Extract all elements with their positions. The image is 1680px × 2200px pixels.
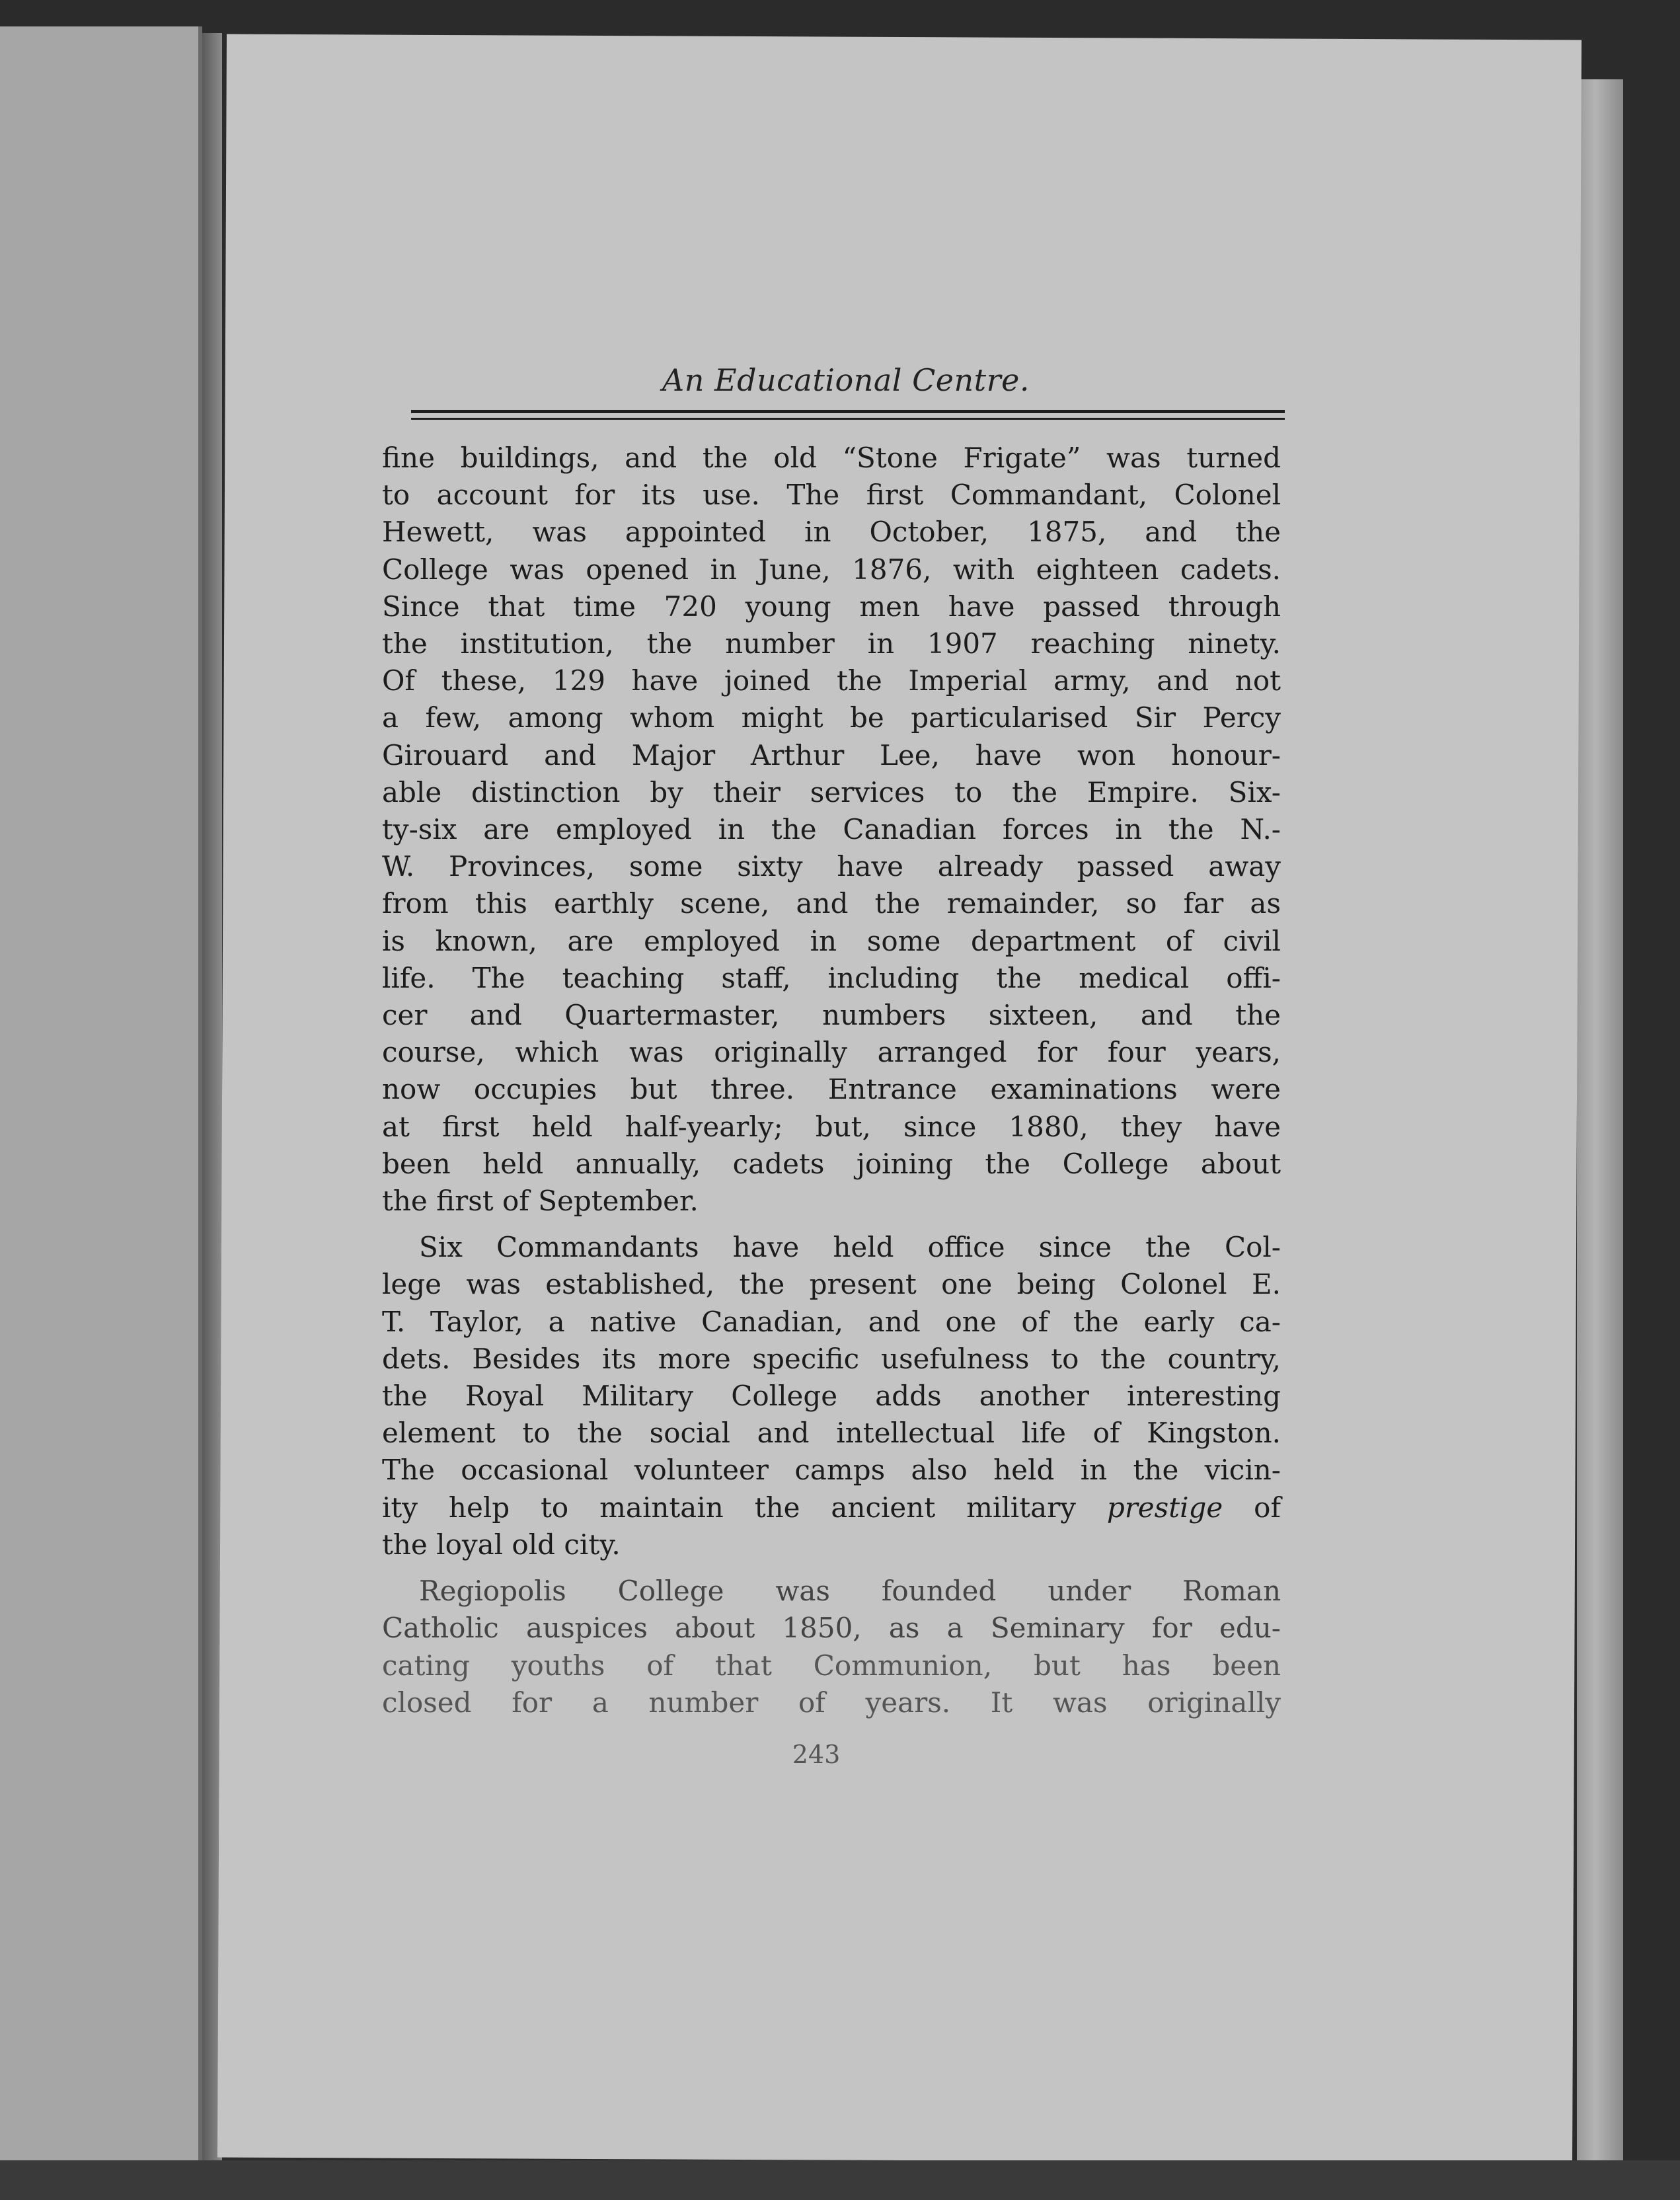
text-line: able distinction by their services to the Empire. Six- — [382, 775, 1281, 808]
text-line: Hewett, was appointed in October, 1875, and the — [382, 516, 1281, 549]
text-line: The occasional volunteer camps also held in the vicin- — [382, 1454, 1281, 1487]
text-line: element to the social and intellectual life of Kingston. — [382, 1417, 1281, 1450]
text-line — [382, 1489, 1281, 1526]
text-line: Catholic auspices about 1850, as a Seminary for edu- — [382, 1612, 1281, 1645]
text-line: College was opened in June, 1876, with eighteen cadets. — [382, 553, 1281, 586]
text-line: course, which was originally arranged for four years, — [382, 1036, 1281, 1069]
text-line: the loyal old city. — [382, 1528, 621, 1561]
text-line: T. Taylor, a native Canadian, and one of the early ca- — [382, 1305, 1281, 1338]
text-line: a few, among whom might be particularised Sir Percy — [382, 701, 1281, 734]
text-line: Regiopolis College was founded under Roman — [419, 1575, 1281, 1608]
text-line: closed for a number of years. It was originally — [382, 1686, 1281, 1719]
text-line: fine buildings, and the old “Stone Frigate” was turned — [382, 442, 1281, 474]
text-line: lege was established, the present one being Colonel E. — [382, 1268, 1281, 1301]
text-line: Since that time 720 young men have passed through — [382, 590, 1281, 623]
scanner-bed-bottom — [0, 2160, 1680, 2200]
text-line: now occupies but three. Entrance examinations were — [382, 1073, 1281, 1106]
header-rule-thick — [411, 410, 1285, 413]
text-line: the Royal Military College adds another interesting — [382, 1380, 1281, 1413]
text-line: Six Commandants have held office since the Col- — [419, 1231, 1281, 1264]
text-line: to account for its use. The first Commandant, Colonel — [382, 479, 1281, 512]
text-span: ity help to maintain the ancient military — [382, 1491, 1107, 1524]
text-line: cating youths of that Communion, but has been — [382, 1649, 1281, 1682]
page-number: 243 — [792, 1740, 841, 1769]
facing-page-left — [0, 26, 202, 2162]
text-line: from this earthly scene, and the remainder, so far as — [382, 887, 1281, 920]
text-line: W. Provinces, some sixty have already passed away — [382, 850, 1281, 883]
body-text — [382, 440, 1281, 1721]
page-edges — [1577, 79, 1623, 2162]
header-rule-thin — [411, 418, 1285, 420]
text-line: Girouard and Major Arthur Lee, have won honour- — [382, 738, 1281, 771]
text-line: at first held half-yearly; but, since 1880, they have — [382, 1110, 1281, 1143]
italic-word: prestige — [1106, 1491, 1223, 1524]
text-line: been held annually, cadets joining the College about — [382, 1147, 1281, 1180]
text-span: of — [1223, 1491, 1281, 1524]
text-line: Of these, 129 have joined the Imperial army, and not — [382, 664, 1281, 697]
text-line: ty-six are employed in the Canadian forces in the N.- — [382, 813, 1281, 846]
text-line: life. The teaching staff, including the medical offi- — [382, 961, 1281, 994]
text-line: cer and Quartermaster, numbers sixteen, and the — [382, 999, 1281, 1032]
text-line: is known, are employed in some department of civil — [382, 924, 1281, 957]
running-head: An Educational Centre. — [662, 362, 1030, 398]
text-line: the institution, the number in 1907 reaching ninety. — [382, 627, 1281, 660]
text-line: dets. Besides its more specific usefulness to the country, — [382, 1342, 1281, 1375]
text-line: the first of September. — [382, 1185, 699, 1218]
